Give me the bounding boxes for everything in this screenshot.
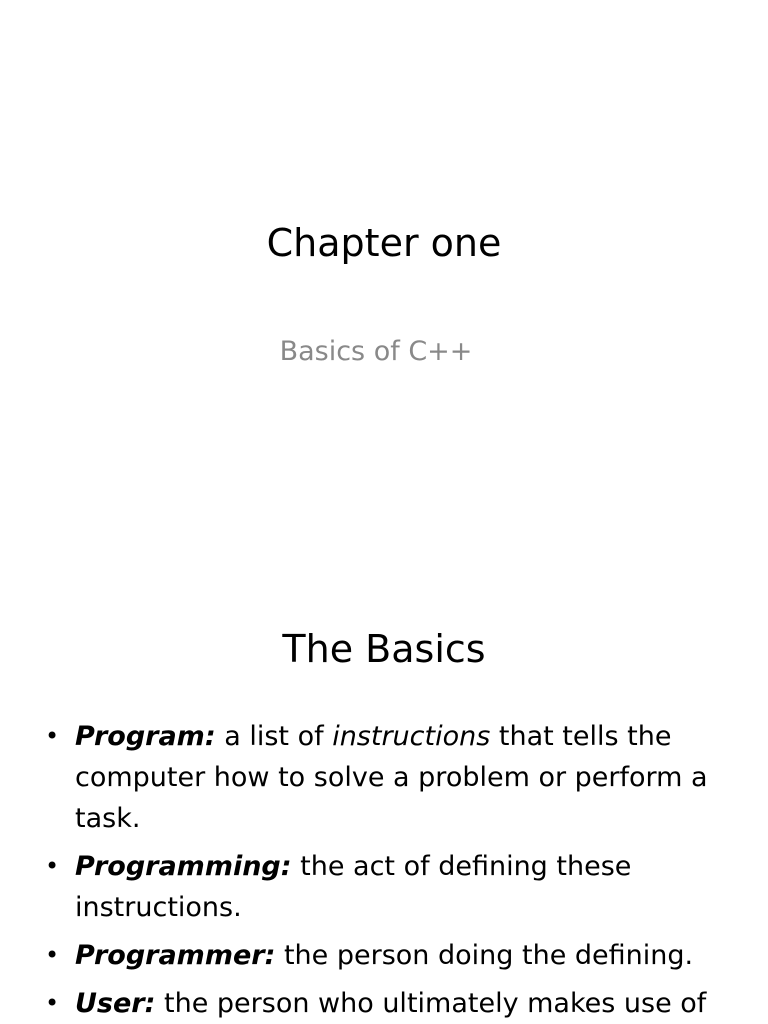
bullet-icon: • (45, 941, 60, 969)
bullet-item-program (0, 716, 768, 839)
bullet-icon: • (45, 722, 60, 750)
term-program: Program: (75, 721, 216, 752)
definition-emphasis: instructions (332, 721, 491, 752)
definition-text: the person doing the defining. (275, 940, 694, 971)
bullet-icon: • (45, 989, 60, 1017)
bullet-item-user (0, 983, 768, 1024)
term-user: User: (75, 988, 156, 1019)
bullet-item-programmer (0, 935, 768, 976)
slide-title-heading: Chapter one (266, 221, 502, 265)
bullet-item-programming (0, 846, 768, 928)
definition-text: the act of defining these instructions. (75, 851, 632, 923)
slide-basics (0, 576, 768, 1024)
term-programming: Programming: (75, 851, 292, 882)
definition-text: the person who ultimately makes use of (155, 988, 707, 1019)
bullet-icon: • (45, 852, 60, 880)
term-programmer: Programmer: (75, 940, 276, 971)
definition-text: a list of (215, 721, 333, 752)
slide-subtitle: Basics of C++ (279, 336, 473, 367)
definition-text: that tells the computer how to solve a problem or perform a task. (75, 721, 708, 834)
bullet-list (0, 716, 768, 1024)
slide-basics-heading: The Basics (282, 627, 486, 671)
